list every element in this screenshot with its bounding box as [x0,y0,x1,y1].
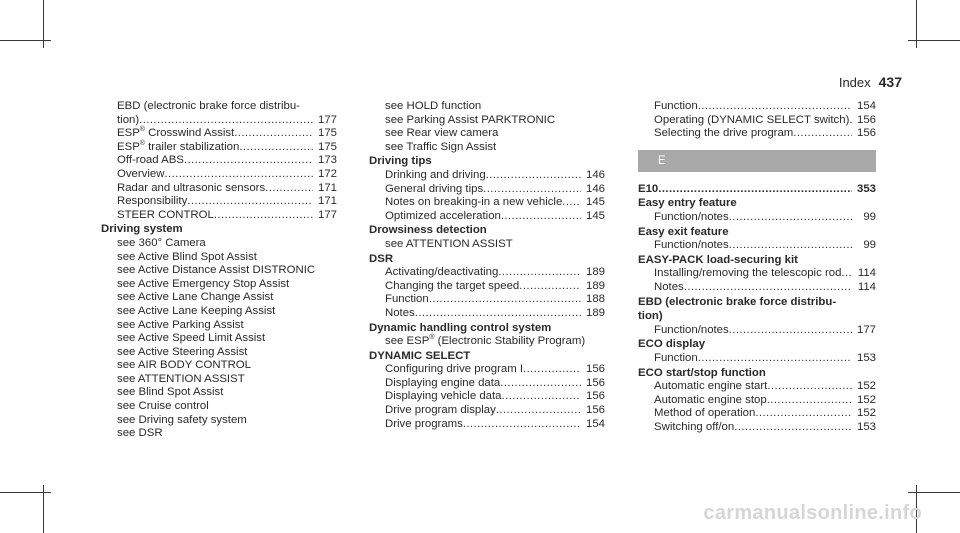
dot-leader [684,281,852,295]
entry-text: STEER CONTROL [117,208,214,221]
entry-text: Method of operation [654,407,756,420]
index-entry [369,377,605,391]
entry-text: ECO start/stop function [638,366,766,379]
index-entry [638,114,876,128]
index-entry [369,390,605,404]
header-title: Index [838,75,871,90]
dot-leader [500,377,581,391]
index-entry [638,281,876,295]
page-ref: 145 [585,196,605,209]
entry-text: see Active Lane Keeping Assist [117,304,276,317]
page-ref: 171 [317,181,337,194]
index-entry [369,293,605,307]
entry-text: Optimized acceleration [385,209,501,222]
entry-text: see 360° Camera [117,236,206,249]
section-letter-bar: E [638,150,876,172]
page-ref: 156 [585,404,605,417]
entry-text: Overview [117,167,165,180]
page-ref: 114 [857,267,876,280]
page-ref: 156 [856,113,876,126]
index-entry [101,237,337,251]
dot-leader [698,352,852,366]
index-entry [101,278,337,292]
index-entry [101,154,337,168]
page-ref: 156 [585,363,605,376]
index-heading [369,155,605,169]
page-ref: 177 [856,323,876,336]
entry-text: DSR [369,252,394,265]
page-ref: 154 [856,100,876,112]
index-entry [369,363,605,377]
index-entry [638,352,876,366]
page-ref: 156 [585,390,605,403]
page-ref: 146 [585,182,605,195]
entry-text: see Active Lane Change Assist [117,291,274,304]
entry-text: Displaying vehicle data [385,390,502,403]
entry-text: ESP® Crosswind Assist [117,126,235,140]
dot-leader [164,168,313,182]
entry-text: see Active Parking Assist [117,318,244,331]
index-entry [101,182,337,196]
dot-leader [519,280,581,294]
entry-text: see Active Distance Assist DISTRONIC [117,264,316,277]
entry-text: see Active Blind Spot Assist [117,250,257,263]
index-heading [369,224,605,238]
entry-text: Notes [385,306,415,319]
entry-text: Drinking and driving [385,168,486,181]
page-ref: 189 [585,266,605,279]
index-entry [369,210,605,224]
index-heading [638,226,876,240]
index-heading [638,367,876,381]
dot-leader [234,127,313,141]
entry-text: Easy exit feature [638,225,729,238]
entry-text: see Active Speed Limit Assist [117,332,266,345]
page-ref: 156 [856,127,876,140]
dot-leader [483,183,581,197]
page-ref: 152 [856,407,876,420]
watermark: carmanualsonline.info [703,502,922,524]
entry-text: Automatic engine start [654,380,768,393]
dot-leader [698,100,852,114]
index-entry [638,324,876,338]
index-entry [101,427,337,441]
index-entry [369,127,605,141]
entry-text: EBD (electronic brake force distribu- [117,100,300,112]
entry-text: Changing the target speed [385,279,520,292]
index-entry [369,280,605,294]
index-entry [638,100,876,114]
index-column-2 [369,100,605,431]
entry-text: Activating/deactivating [385,266,499,279]
dot-leader [184,154,313,168]
page-ref: 146 [585,168,605,181]
entry-text: Switching off/on [654,420,735,433]
page-ref: 152 [856,380,876,393]
page-ref: 114 [857,280,876,293]
entry-text: see ATTENTION ASSIST [117,372,245,385]
index-entry [369,404,605,418]
page-ref: 156 [585,376,605,389]
page-ref: 172 [317,167,337,180]
entry-text: Notes on breaking-in a new vehicle [385,196,563,209]
index-entry [369,307,605,321]
entry-text: Function/notes [654,323,729,336]
dot-leader [841,267,852,281]
index-entry [369,100,605,114]
entry-text: Function [654,100,698,112]
entry-text: DYNAMIC SELECT [369,349,471,362]
entry-text: see Cruise control [117,400,209,413]
entry-text: Installing/removing the telescopic rod [654,267,842,280]
dot-leader [523,363,581,377]
index-entry [369,266,605,280]
dot-leader [658,183,852,197]
dot-leader [496,404,581,418]
index-entry [101,114,337,128]
entry-text: Function/notes [654,239,729,252]
entry-text: Displaying engine data [385,376,501,389]
index-column-1 [101,100,337,441]
entry-text: see HOLD function [385,100,482,112]
dot-leader [501,210,581,224]
page-ref: 99 [863,210,876,223]
index-entry [369,169,605,183]
index-heading [369,322,605,336]
entry-text: see Active Steering Assist [117,345,248,358]
index-entry [101,319,337,333]
entry-text: Easy entry feature [638,197,737,210]
entry-text: see DSR [117,427,163,440]
entry-text: Dynamic handling control system [369,321,552,334]
entry-text: E10 [638,182,659,195]
index-heading [369,350,605,364]
entry-text: Function [385,293,429,306]
index-entry [101,414,337,428]
index-heading [369,253,605,267]
dot-leader [562,196,581,210]
entry-text: EASY-PACK load-securing kit [638,253,798,266]
dot-leader [502,390,581,404]
entry-text: EBD (electronic brake force distribu- [638,295,837,308]
crop-mark [908,492,960,493]
index-entry [101,373,337,387]
page-ref: 189 [585,279,605,292]
page-ref: 189 [585,306,605,319]
entry-text: Operating (DYNAMIC SELECT switch) [654,113,850,126]
index-entry [101,141,337,155]
entry-text: see Traffic Sign Assist [385,140,497,153]
index-entry [101,332,337,346]
dot-leader [486,169,581,183]
dot-leader [139,114,313,128]
dot-leader [767,380,852,394]
index-entry [101,346,337,360]
dot-leader [767,394,852,408]
index-entry [638,127,876,141]
entry-text: Responsibility [117,195,188,208]
page-header [839,74,902,90]
entry-text: Drive program display [385,404,496,417]
entry-text: Selecting the drive program [654,127,794,140]
dot-leader [498,266,581,280]
entry-text: Configuring drive program I [385,363,524,376]
entry-text: see AIR BODY CONTROL [117,359,251,372]
index-entry [369,196,605,210]
page-number: 437 [878,74,902,90]
page-ref: 145 [585,209,605,222]
dot-leader [415,307,581,321]
dot-leader [729,324,852,338]
dot-leader [265,182,313,196]
index-heading [101,223,337,237]
page-ref: 153 [856,420,876,433]
entry-text: Automatic engine stop [654,393,767,406]
index-entry [101,359,337,373]
index-entry [101,100,337,114]
index-entry [369,114,605,128]
entry-text: General driving tips [385,182,484,195]
entry-text: see Active Emergency Stop Assist [117,277,290,290]
index-heading [638,197,876,211]
entry-text: Drowsiness detection [369,224,487,237]
entry-text: see Driving safety system [117,413,247,426]
index-entry [369,418,605,432]
dot-leader [239,141,313,155]
index-entry [101,291,337,305]
index-entry [101,195,337,209]
dot-leader [734,421,852,435]
index-heading [638,296,876,310]
index-heading [638,310,876,324]
dot-leader [729,211,852,225]
index-entry [638,380,876,394]
entry-text: ESP® trailer stabilization [117,139,240,153]
index-entry [101,168,337,182]
index-entry [101,251,337,265]
index-entry [638,211,876,225]
entry-text: see Rear view camera [385,127,499,140]
index-entry [369,141,605,155]
page-ref: 152 [856,393,876,406]
index-entry [101,386,337,400]
page-ref: 188 [585,293,605,306]
dot-leader [187,195,313,209]
page-ref: 177 [317,208,337,221]
page-ref: 153 [856,351,876,364]
crop-mark [0,492,51,493]
index-heading [638,338,876,352]
index-entry [101,209,337,223]
entry-text: Off-road ABS [117,154,184,167]
entry-text: Driving tips [369,155,432,168]
entry-text: Function [654,351,698,364]
entry-text: see Blind Spot Assist [117,386,224,399]
dot-leader [429,293,581,307]
dot-leader [755,407,852,421]
index-entry [101,400,337,414]
entry-text: see ATTENTION ASSIST [385,237,513,250]
index-entry [101,264,337,278]
index-entry [638,394,876,408]
page-ref: 173 [317,154,337,167]
page-ref: 175 [317,140,337,153]
page-ref: 177 [317,113,337,126]
entry-text: tion) [117,113,140,126]
dot-leader [463,418,581,432]
page-ref: 175 [317,127,337,140]
page-ref: 154 [585,417,605,430]
page-ref: 99 [863,239,876,252]
index-entry [369,335,605,349]
crop-mark [0,40,51,41]
index-heading [638,183,876,197]
index-entry [101,305,337,319]
crop-mark [908,40,960,41]
entry-text: Driving system [101,223,183,236]
entry-text: see ESP® (Electronic Stability Program) [385,334,586,348]
page-ref: 171 [317,195,337,208]
index-heading [638,254,876,268]
entry-text: Drive programs [385,417,463,430]
entry-text: ECO display [638,338,706,351]
dot-leader [793,127,852,141]
index-column-3 [638,100,876,434]
index-entry [638,267,876,281]
index-entry [369,183,605,197]
entry-text: tion) [638,310,663,323]
dot-leader [214,209,313,223]
index-entry [369,238,605,252]
entry-text: Radar and ultrasonic sensors [117,181,266,194]
index-entry [638,421,876,435]
index-entry [638,407,876,421]
index-entry [101,127,337,141]
index-entry [638,239,876,253]
entry-text: see Parking Assist PARKTRONIC [385,113,556,126]
entry-text: Notes [654,280,684,293]
entry-text: Function/notes [654,210,729,223]
dot-leader [729,239,852,253]
page-ref: 353 [856,182,876,195]
